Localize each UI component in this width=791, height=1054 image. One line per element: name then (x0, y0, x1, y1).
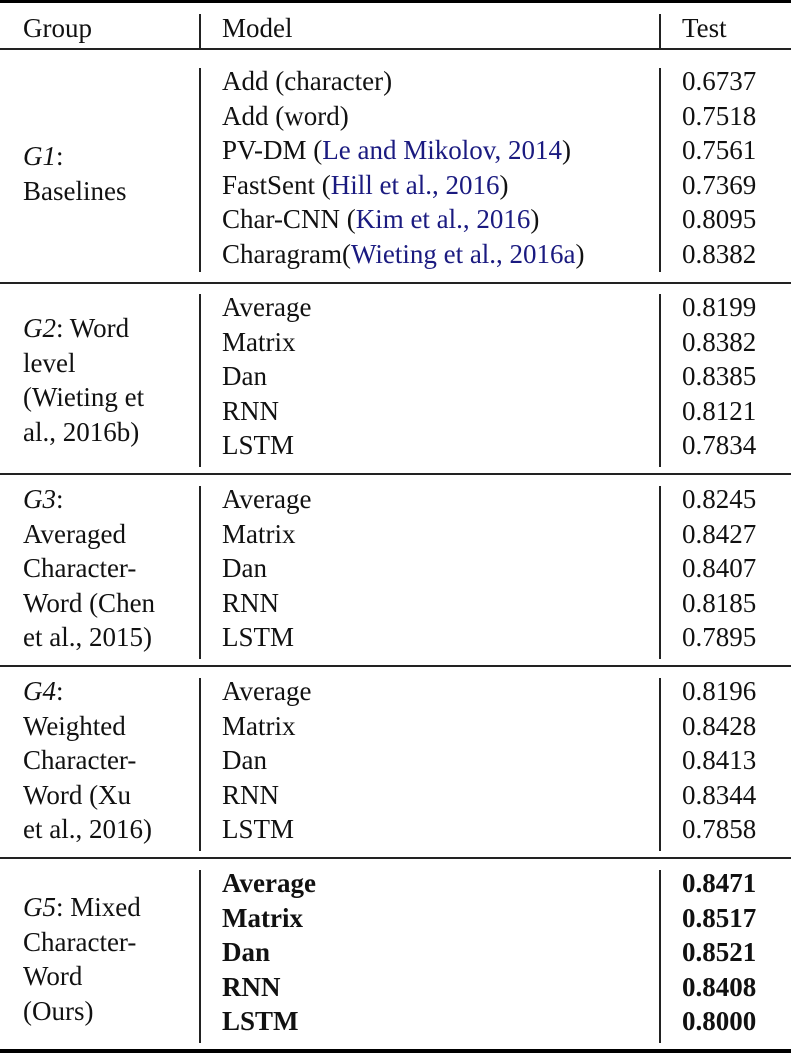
test-score: 0.8471 (682, 868, 757, 898)
model-name (222, 935, 270, 970)
model-name (222, 168, 509, 203)
group-label-line: Character- (23, 926, 137, 957)
group-label-rest: : Mixed (56, 892, 141, 922)
col-sep-g1-1 (199, 68, 201, 272)
group-divider-g3-g4 (0, 665, 791, 667)
group-label-line: Weighted (23, 710, 126, 741)
test-score: 0.7895 (682, 622, 757, 652)
model-name (222, 551, 267, 586)
model-name (222, 290, 311, 325)
group-id: G2 (23, 313, 56, 343)
test-score: 0.7561 (682, 135, 757, 165)
model-label: FastSent ( (222, 169, 331, 200)
group-id: G3 (23, 484, 56, 514)
model-name (222, 674, 311, 709)
model-name (222, 709, 296, 744)
test-score: 0.8344 (682, 779, 757, 810)
col-sep-g2-1 (199, 294, 201, 467)
group-id: G1 (23, 141, 56, 171)
model-label: Matrix (222, 518, 296, 549)
col-sep-g3-1 (199, 486, 201, 659)
test-score: 0.8199 (682, 292, 757, 322)
col-sep-header-1 (199, 14, 201, 48)
group-label-line: et al., 2015) (23, 622, 152, 652)
group-label-line: Word (Chen (23, 587, 156, 618)
test-score: 0.7858 (682, 814, 757, 844)
test-score: 0.8427 (682, 518, 757, 549)
group-label-g3 (23, 482, 155, 655)
model-name (222, 901, 303, 936)
model-name (222, 482, 311, 517)
group-label-g4 (23, 674, 152, 847)
model-name (222, 325, 296, 360)
group-label-line: Averaged (23, 518, 126, 549)
test-score: 0.7369 (682, 169, 757, 200)
group-label-line (23, 311, 144, 346)
col-sep-g5-1 (199, 870, 201, 1043)
test-score: 0.8382 (682, 326, 757, 357)
top-rule (0, 0, 791, 3)
test-score: 0.8413 (682, 745, 757, 775)
group-divider-g1-g2 (0, 282, 791, 284)
model-label: Average (222, 292, 312, 322)
col-sep-g3-2 (659, 486, 661, 659)
group-label-line: al., 2016b) (23, 416, 140, 447)
col-sep-g5-2 (659, 870, 661, 1043)
model-name (222, 133, 571, 168)
model-label: RNN (222, 587, 280, 618)
model-label: Dan (222, 361, 267, 391)
header-group: Group (23, 13, 92, 43)
col-sep-g1-2 (659, 68, 661, 272)
test-score: 0.8407 (682, 553, 757, 583)
test-score: 0.8408 (682, 971, 757, 1002)
group-label-line (23, 674, 152, 709)
test-score: 0.8517 (682, 902, 757, 933)
group-label-line (23, 482, 155, 517)
test-score: 0.8521 (682, 937, 757, 967)
citation-close: ) (530, 204, 540, 234)
model-label: LSTM (222, 430, 295, 460)
citation-link[interactable]: Kim et al., 2016 (355, 204, 531, 234)
test-score: 0.6737 (682, 66, 757, 96)
col-sep-header-2 (659, 14, 661, 48)
model-label: Matrix (222, 326, 296, 357)
group-divider-g4-g5 (0, 857, 791, 859)
model-label: Add (word) (222, 100, 349, 131)
test-score: 0.8245 (682, 484, 757, 514)
model-name (222, 394, 279, 429)
citation-close: ) (499, 169, 509, 200)
model-label: LSTM (222, 814, 295, 844)
model-name (222, 202, 539, 237)
test-score: 0.8095 (682, 204, 757, 234)
model-label: Average (222, 868, 316, 898)
model-label: Average (222, 676, 312, 706)
model-name (222, 99, 349, 134)
model-label: Dan (222, 937, 271, 967)
test-score: 0.7518 (682, 100, 757, 131)
model-name (222, 620, 294, 655)
group-label-rest: : (56, 141, 64, 171)
model-label: Average (222, 484, 312, 514)
header-rule (0, 48, 791, 50)
col-sep-g4-1 (199, 678, 201, 851)
group-label-line: Character- (23, 553, 137, 583)
model-label: RNN (222, 971, 281, 1002)
model-label: Matrix (222, 710, 296, 741)
group-label-rest: : (56, 484, 64, 514)
citation-close: ) (562, 135, 571, 165)
model-label: Matrix (222, 902, 303, 933)
bottom-rule (0, 1049, 791, 1053)
model-name (222, 743, 267, 778)
model-name (222, 970, 281, 1005)
col-sep-g2-2 (659, 294, 661, 467)
model-label: Dan (222, 745, 267, 775)
group-label-rest: : (56, 676, 64, 706)
citation-link[interactable]: Wieting et al., 2016a (350, 238, 576, 269)
group-id: G4 (23, 676, 56, 706)
citation-link[interactable]: Le and Mikolov, 2014 (322, 135, 562, 165)
model-name (222, 428, 294, 463)
model-label: Add (character) (222, 66, 393, 96)
test-score: 0.7834 (682, 430, 757, 460)
model-name (222, 359, 267, 394)
group-divider-g2-g3 (0, 473, 791, 475)
group-label-line: Word (Xu (23, 779, 132, 810)
model-label: LSTM (222, 622, 295, 652)
test-score: 0.8185 (682, 587, 757, 618)
model-name (222, 237, 585, 272)
test-score: 0.8385 (682, 361, 757, 391)
group-label-line: et al., 2016) (23, 814, 152, 844)
group-label-g2 (23, 311, 144, 449)
model-label: LSTM (222, 1006, 299, 1036)
model-name (222, 866, 316, 901)
col-sep-g4-2 (659, 678, 661, 851)
group-id: G5 (23, 892, 56, 922)
test-score: 0.8428 (682, 710, 757, 741)
test-score: 0.8121 (682, 395, 757, 426)
citation-link[interactable]: Hill et al., 2016 (330, 169, 500, 200)
group-label-line: level (23, 347, 76, 378)
test-score: 0.8196 (682, 676, 757, 706)
model-name (222, 64, 392, 99)
model-name (222, 586, 279, 621)
group-label-line: Word (23, 961, 83, 991)
test-score: 0.8382 (682, 238, 757, 269)
group-label-line: Character- (23, 745, 137, 775)
model-label: PV-DM ( (222, 135, 323, 165)
group-label-rest: : Word (56, 313, 130, 343)
group-label-g5 (23, 890, 141, 1028)
group-label-line (23, 139, 126, 174)
group-label-line: (Wieting et (23, 382, 145, 412)
group-label-line: (Ours) (23, 995, 94, 1026)
citation-close: ) (575, 238, 585, 269)
model-name (222, 778, 279, 813)
group-label-g1 (23, 139, 126, 208)
model-label: Char-CNN ( (222, 204, 356, 234)
model-label: Dan (222, 553, 267, 583)
model-label: RNN (222, 779, 280, 810)
model-label: Charagram( (222, 238, 351, 269)
header-test: Test (682, 13, 727, 43)
group-label-line (23, 890, 141, 925)
model-label: RNN (222, 395, 280, 426)
model-name (222, 812, 294, 847)
header-model: Model (222, 13, 293, 43)
model-name (222, 1004, 299, 1039)
model-name (222, 517, 296, 552)
group-label-line: Baselines (23, 175, 127, 206)
test-score: 0.8000 (682, 1006, 757, 1036)
